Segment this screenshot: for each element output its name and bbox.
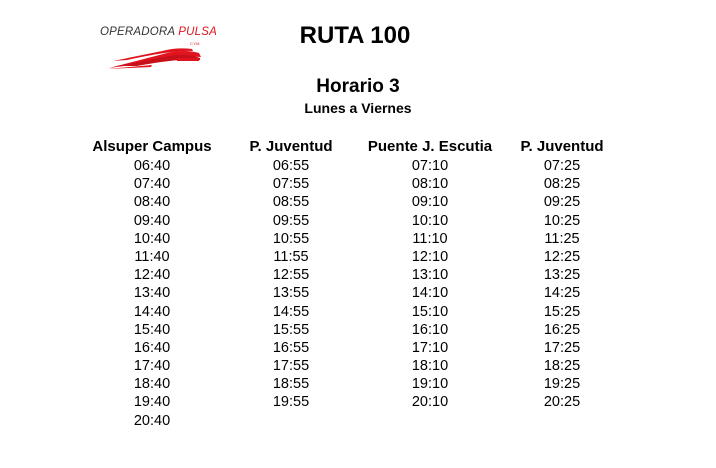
departure-time: 18:40 [133,376,171,393]
departure-time: 20:40 [133,412,171,429]
column-header: Alsuper Campus [92,138,212,155]
route-title-text: RUTA 100 [299,22,411,49]
column-header: P. Juventud [249,138,333,155]
departure-time: 13:25 [543,267,581,284]
departure-time: 15:55 [272,321,310,338]
departure-time: 12:40 [133,267,171,284]
departure-time: 15:40 [133,321,171,338]
departure-time: 08:40 [133,194,171,211]
departure-time: 17:10 [411,339,449,356]
departure-time: 11:55 [273,248,309,265]
departure-time: 14:10 [411,285,449,302]
departure-time: 11:25 [544,230,580,247]
departure-time: 19:10 [411,376,449,393]
departure-time: 07:25 [543,158,581,174]
logo-sub-text: CYM [190,41,200,46]
departure-time: 07:40 [133,176,171,193]
schedule-column [487,137,637,412]
departure-time: 10:40 [133,230,171,247]
departure-time: 13:40 [133,285,171,302]
departure-time: 17:55 [272,358,310,375]
departure-time: 09:55 [272,212,310,229]
departure-time: 16:55 [272,339,310,356]
logo-brand-part1: OPERADORA [100,26,179,38]
departure-time: 10:55 [272,230,310,247]
column-header: P. Juventud [520,138,604,155]
departure-time: 19:55 [272,394,310,411]
departure-time: 11:40 [134,248,170,265]
departure-time: 20:25 [543,394,581,411]
departure-time: 17:40 [133,358,171,375]
departure-time: 13:10 [411,267,449,284]
departure-time: 20:10 [411,394,449,411]
schedule-column [77,137,227,430]
departure-time: 17:25 [543,339,581,356]
departure-time: 06:40 [133,158,171,174]
departure-time: 14:40 [133,303,171,320]
departure-time: 08:10 [411,176,449,193]
departure-time: 13:55 [272,285,310,302]
departure-time: 14:25 [543,285,581,302]
departure-time: 10:25 [543,212,581,229]
logo-brand-part2: PULSA [178,26,217,38]
departure-time: 07:55 [272,176,310,193]
departure-time: 14:55 [272,303,310,320]
departure-time: 10:10 [411,212,449,229]
departure-time: 12:10 [411,248,449,265]
departure-time: 19:25 [543,376,581,393]
departure-time: 18:10 [411,358,449,375]
departure-time: 18:25 [543,358,581,375]
route-title [0,22,716,50]
departure-time: 19:40 [133,394,171,411]
departure-time: 16:40 [133,339,171,356]
departure-time: 09:25 [543,194,581,211]
departure-time: 18:55 [272,376,310,393]
schedule-column [355,137,505,412]
departure-time: 07:10 [411,158,449,174]
departure-time: 15:25 [543,303,581,320]
departure-time: 16:25 [543,321,581,338]
departure-time: 09:10 [411,194,449,211]
departure-time: 11:10 [412,230,448,247]
departure-time: 15:10 [411,303,449,320]
departure-time: 16:10 [411,321,449,338]
departure-time: 06:55 [272,158,310,174]
departure-time: 12:25 [543,248,581,265]
column-header: Puente J. Escutia [367,138,493,155]
schedule-name: Horario 3 [316,76,400,97]
departure-time: 08:25 [543,176,581,193]
departure-time: 09:40 [133,212,171,229]
schedule-days: Lunes a Viernes [304,100,412,116]
departure-time: 08:55 [272,194,310,211]
schedule-column [216,137,366,412]
departure-time: 12:55 [272,267,310,284]
